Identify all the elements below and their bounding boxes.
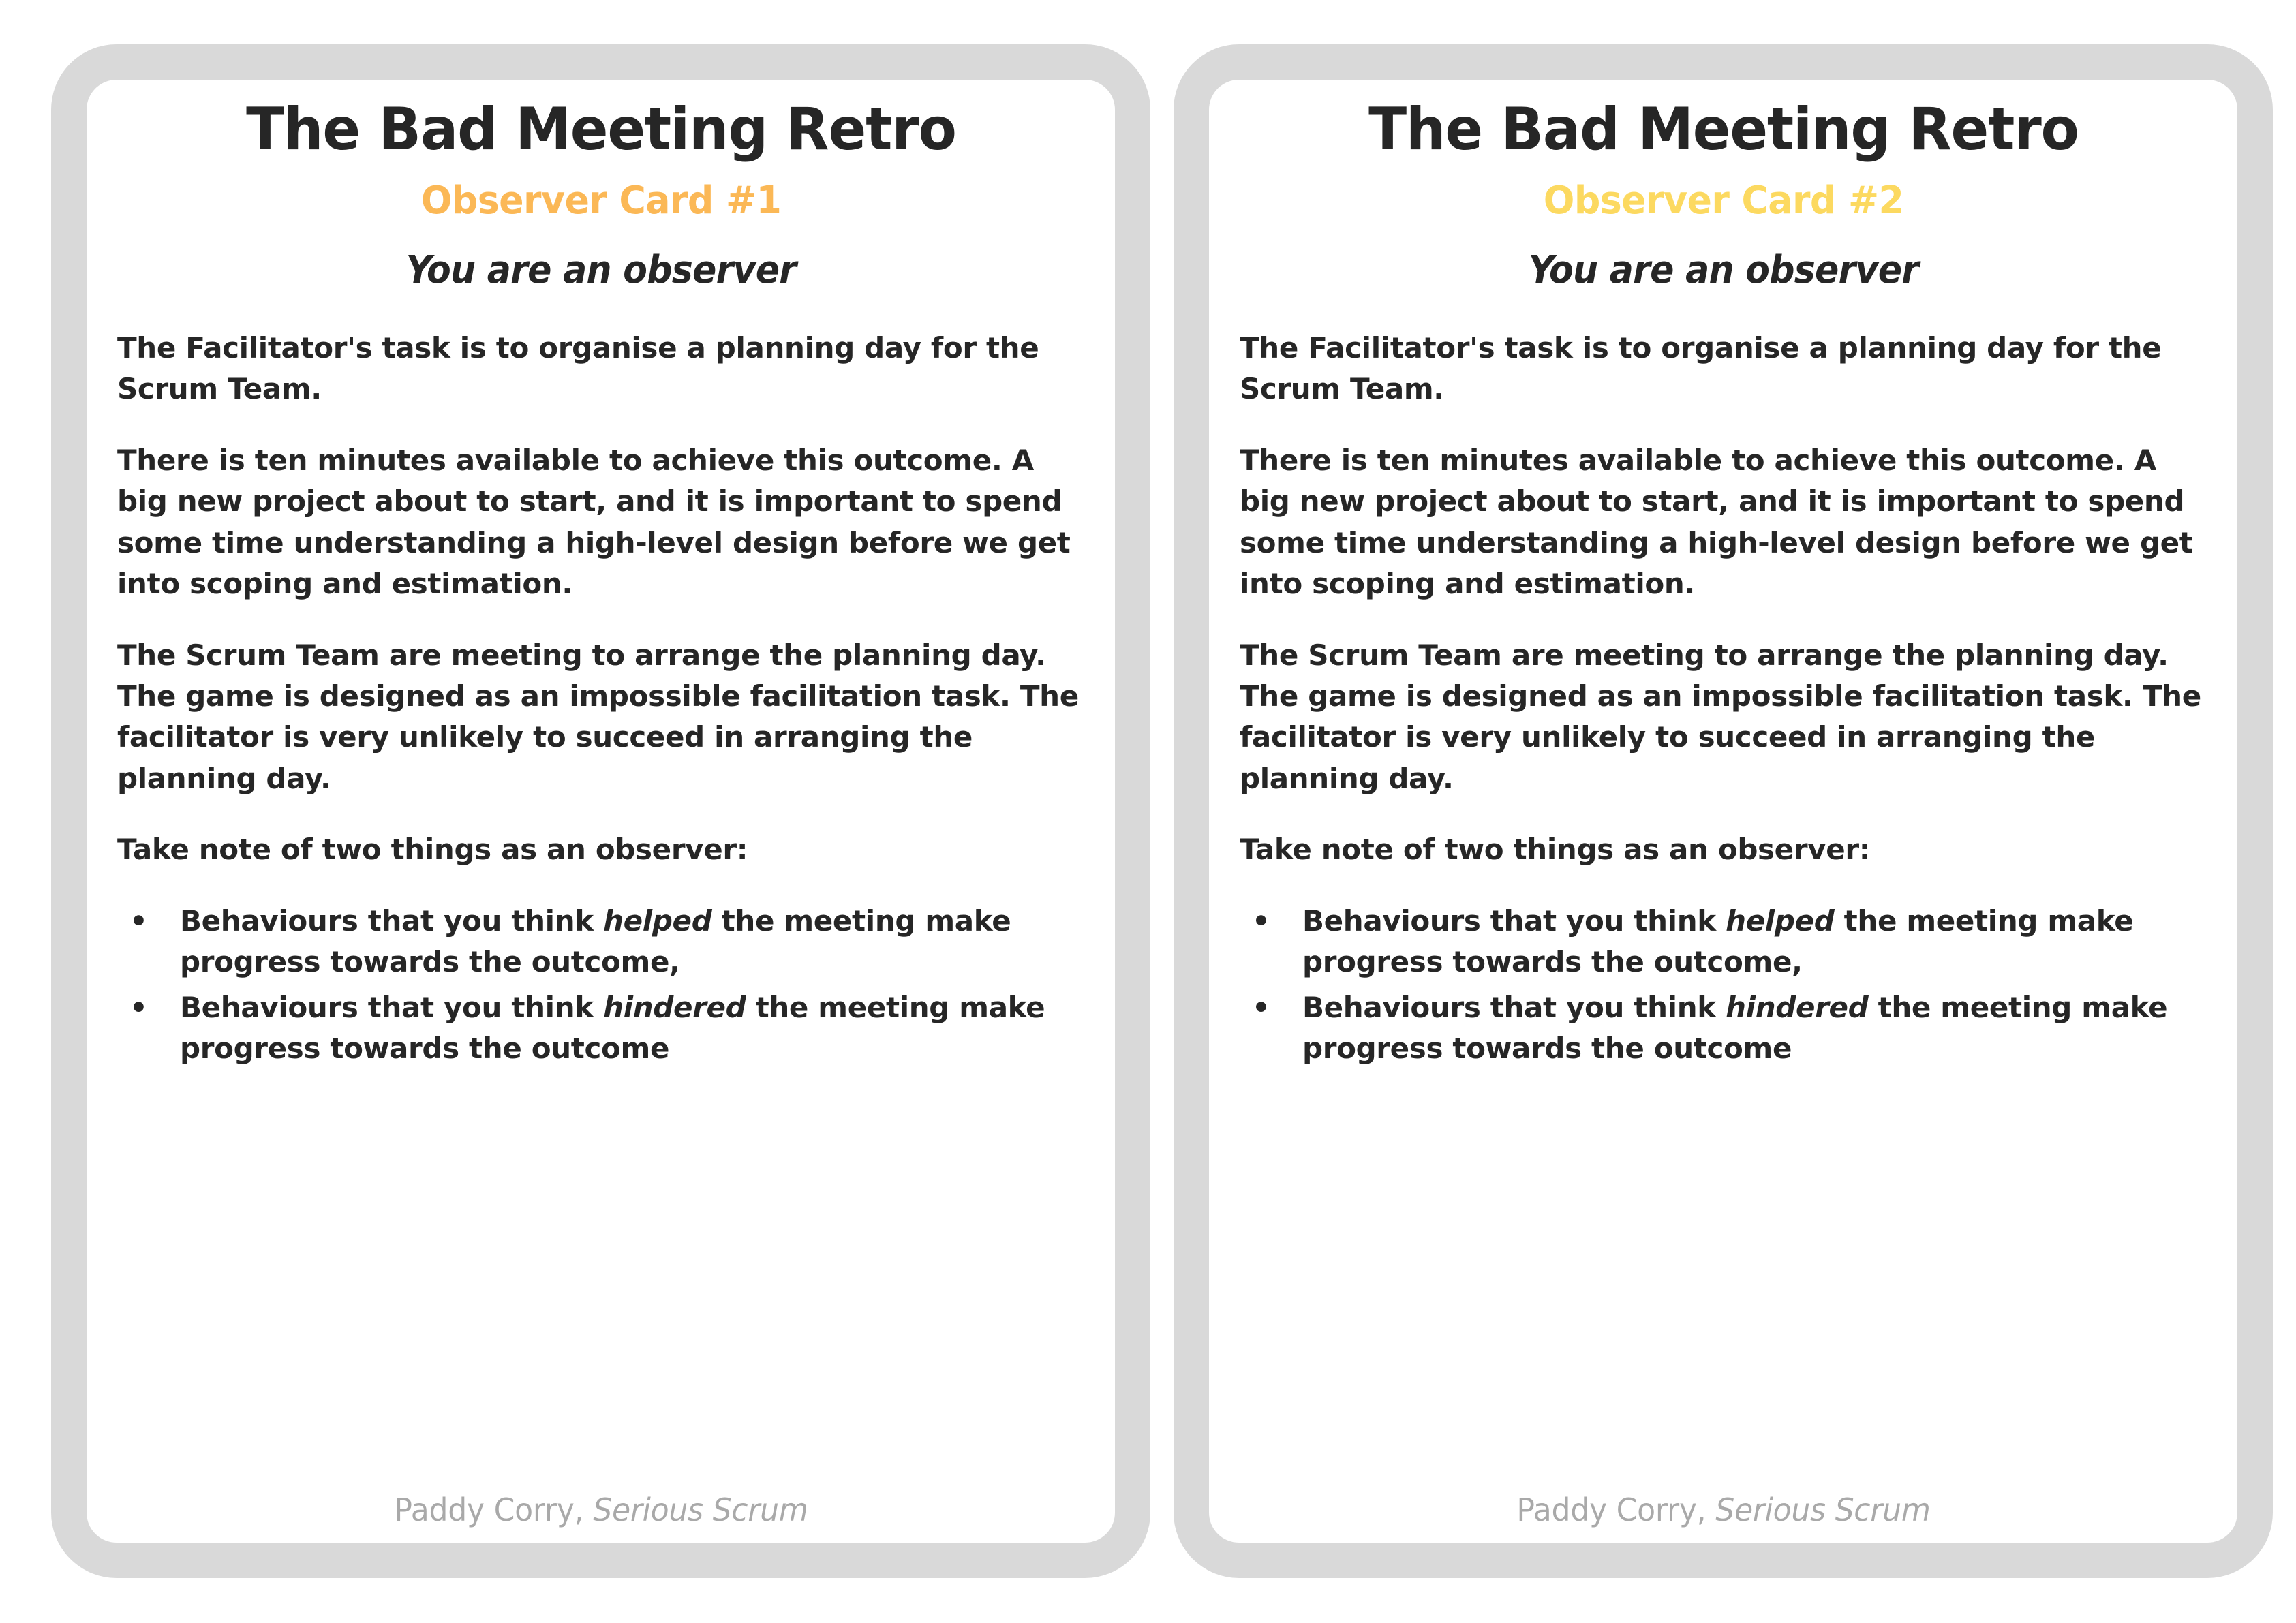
card-1-title: The Bad Meeting Retro <box>246 95 956 164</box>
card-2-content <box>1209 80 2237 1543</box>
card-1-body <box>117 290 1085 1074</box>
bullet-1-emphasis: helped <box>603 903 712 938</box>
card-2-paragraph-1: The Facilitator's task is to organise a planning day for the Scrum Team. <box>1240 330 2162 406</box>
card-2-paragraph-2: There is ten minutes available to achieve this outcome. A big new project about to start, and it is important to spend some time understanding a high-level design before we get into scoping and estimation. <box>1240 443 2193 601</box>
card-2-tagline: You are an observer <box>1528 247 1919 292</box>
bullet-dot-icon: • <box>129 990 148 1024</box>
bullet-2-emphasis: hindered <box>603 990 746 1024</box>
card-2-title: The Bad Meeting Retro <box>1368 95 2079 164</box>
card-1-content <box>87 80 1115 1543</box>
list-item <box>117 901 1085 983</box>
footer-author: Paddy Corry, <box>394 1491 584 1529</box>
card-2-body <box>1240 290 2207 1074</box>
card-2-paragraph-4: Take note of two things as an observer: <box>1240 833 1871 867</box>
footer-publication: Serious Scrum <box>1715 1491 1931 1529</box>
bullet-2-emphasis: hindered <box>1726 990 1869 1024</box>
bullet-1-before: Behaviours that you think <box>1302 903 1726 938</box>
footer-publication: Serious Scrum <box>593 1491 808 1529</box>
bullet-1-emphasis: helped <box>1726 903 1835 938</box>
bullet-dot-icon: • <box>1252 903 1270 938</box>
card-1-paragraph-4: Take note of two things as an observer: <box>117 833 748 867</box>
card-1-footer <box>136 1493 1065 1543</box>
card-1-paragraph-3: The Scrum Team are meeting to arrange the planning day. The game is designed as an impossible facilitation task. The facilitator is very unlikely to succeed in arranging the planning day. <box>117 638 1079 795</box>
bullet-dot-icon: • <box>129 903 148 938</box>
bullet-2-after: the meeting make progress towards the outcome <box>1302 990 2168 1066</box>
footer-author: Paddy Corry, <box>1516 1491 1706 1529</box>
card-1-paragraph-2: There is ten minutes available to achieve this outcome. A big new project about to start, and it is important to spend some time understanding a high-level design before we get into scoping and estimation. <box>117 443 1071 601</box>
card-1-subtitle: Observer Card #1 <box>420 178 782 223</box>
list-item <box>117 987 1085 1070</box>
card-1-paragraph-1: The Facilitator's task is to organise a planning day for the Scrum Team. <box>117 330 1039 406</box>
bullet-1-before: Behaviours that you think <box>180 903 604 938</box>
bullet-2-after: the meeting make progress towards the outcome <box>180 990 1045 1066</box>
bullet-1-after: the meeting make progress towards the outcome, <box>180 903 1011 979</box>
card-1-observation-list <box>117 901 1085 1070</box>
card-1-tagline: You are an observer <box>405 247 797 292</box>
bullet-1-after: the meeting make progress towards the outcome, <box>1302 903 2134 979</box>
bullet-2-before: Behaviours that you think <box>180 990 604 1024</box>
observer-card-2 <box>1174 44 2273 1578</box>
list-item <box>1240 987 2207 1070</box>
list-item <box>1240 901 2207 983</box>
card-2-subtitle: Observer Card #2 <box>1543 178 1904 223</box>
card-2-paragraph-3: The Scrum Team are meeting to arrange the planning day. The game is designed as an impossible facilitation task. The facilitator is very unlikely to succeed in arranging the planning day. <box>1240 638 2201 795</box>
card-2-observation-list <box>1240 901 2207 1070</box>
bullet-2-before: Behaviours that you think <box>1302 990 1726 1024</box>
bullet-dot-icon: • <box>1252 990 1270 1024</box>
card-2-footer <box>1259 1493 2188 1543</box>
observer-card-1 <box>51 44 1150 1578</box>
